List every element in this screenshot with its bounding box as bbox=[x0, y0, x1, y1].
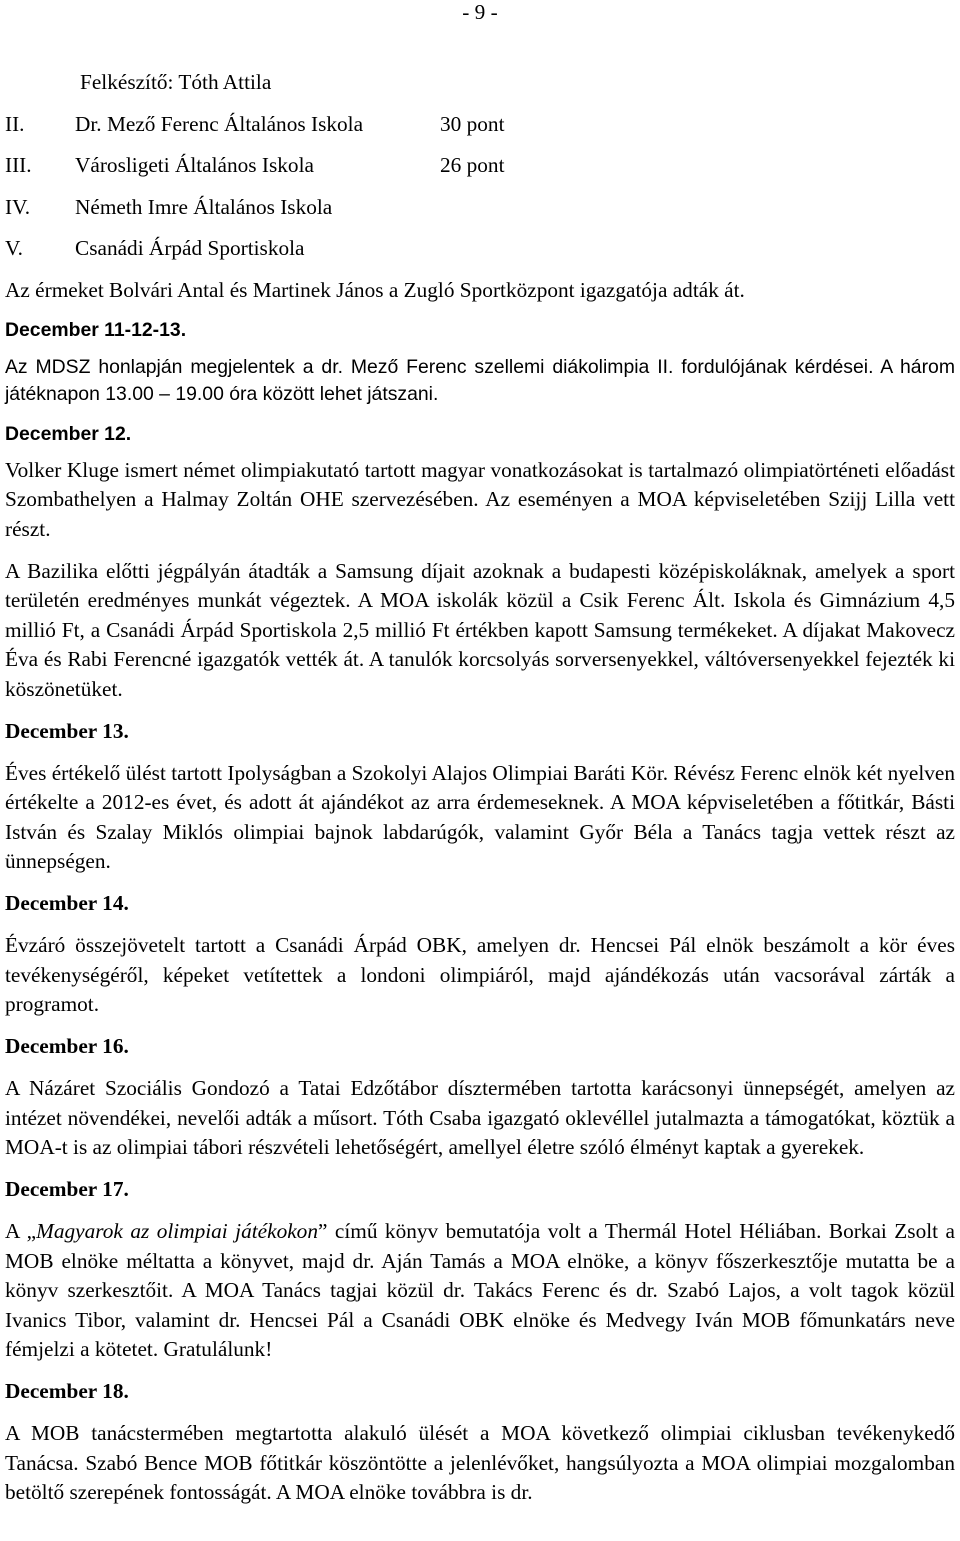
result-school: Városligeti Általános Iskola bbox=[75, 153, 314, 177]
mdsz-section bbox=[5, 317, 955, 448]
result-row bbox=[5, 234, 955, 276]
page-number: - 9 - bbox=[462, 0, 498, 24]
medals-paragraph: Az érmeket Bolvári Antal és Martinek János a Zugló Sportközpont igazgatója adták át. bbox=[5, 277, 745, 302]
dec-17-section bbox=[5, 1175, 955, 1365]
book-text-after: ” című könyv bemutatója volt a Thermál Hotel Héliában. Borkai Zsolt a MOB elnöke méltatta a könyvet, majd dr. Aján Tamás a MOA elnöke, a könyv főszerkesztője mutatta be a könyv szerkesztőit. A MOA Tanács tagjai közül dr. Takács Ferenc és dr. Szabó Lajos, a volt tagok közül Ivanics Tibor, valamint dr. Hencsei Pál a Csanádi OBK elnöke és Medvegy Iván MOB főmunkatárs neve fémjelzi a kötetet. Gratulálunk! bbox=[5, 1219, 955, 1361]
mdsz-paragraph: Az MDSZ honlapján megjelentek a dr. Mező Ferenc szellemi diákolimpia II. fordulójának kérdései. A három játéknapon 13.00 – 19.00 óra között lehet játszani. bbox=[5, 356, 955, 405]
result-school: Németh Imre Általános Iskola bbox=[75, 194, 333, 219]
dec-16-section bbox=[5, 1032, 955, 1163]
result-school: Dr. Mező Ferenc Általános Iskola bbox=[75, 111, 364, 136]
result-rank: II. bbox=[5, 111, 25, 136]
section-heading-dec-17: December 17. bbox=[5, 1177, 129, 1201]
section-heading-dec-16: December 16. bbox=[5, 1034, 129, 1058]
csanadi-paragraph: Évzáró összejövetelt tartott a Csanádi Árpád OBK, amelyen dr. Hencsei Pál elnök beszámolt a kör éves tevékenységéről, képeket vetítettek a londoni olimpiáról, majd ajándékozás után vacsorával zárták a programot. bbox=[5, 933, 955, 1016]
results-block bbox=[5, 68, 955, 305]
book-text-before: A „ bbox=[5, 1219, 37, 1243]
dec-18-section bbox=[5, 1377, 955, 1508]
book-title: Magyarok az olimpiai játékokon bbox=[36, 1219, 318, 1243]
result-row bbox=[5, 151, 955, 193]
result-points: 26 pont bbox=[440, 153, 505, 177]
dec-14-section bbox=[5, 889, 955, 1020]
book-launch-paragraph bbox=[5, 1217, 955, 1365]
section-heading-dec-14: December 14. bbox=[5, 891, 129, 915]
section-heading-dec-12: December 12. bbox=[5, 422, 132, 445]
result-rank: V. bbox=[5, 236, 23, 260]
kluge-paragraph: Volker Kluge ismert német olimpiakutató tartott magyar vonatkozásokat is tartalmazó olimpiatörténeti előadást Szombathelyen a Halmay Zoltán OHE szervezésében. Az eseményen a MOA képviseletében Szijj Lilla vett részt. bbox=[5, 457, 955, 541]
samsung-paragraph: A Bazilika előtti jégpályán átadták a Samsung díjait azoknak a budapesti középiskoláknak, amelyek a sport területén eredményes munkát végeztek. A MOA iskolák közül a Csik Ferenc Ált. Iskola és Gimnázium 4,5 millió Ft, a Csanádi Árpád Sportiskola 2,5 millió Ft értékben kapott Samsung termékeket. A díjakat Makovecz Éva és Rabi Ferencné igazgatók vették át. A tanulók korcsolyás sorversenyekkel, váltóversenyekkel fejezték ki köszönetüket. bbox=[5, 558, 955, 701]
section-heading-dec-18: December 18. bbox=[5, 1379, 129, 1403]
ipolysag-paragraph: Éves értékelő ülést tartott Ipolyságban a Szokolyi Alajos Olimpiai Baráti Kör. Révész Ferenc elnök két nyelven értékelte a 2012-es évet, és adott át ajándékot az arra érdemeseknek. A MOA képviseletében a főtitkár, Básti István és Szalay Miklós olimpiai bajnok labdarúgók, valamint Győr Béla a Tanács tagja vettek részt az ünnepségen. bbox=[5, 760, 955, 873]
page-content bbox=[5, 68, 955, 1520]
dec-13-section bbox=[5, 717, 955, 877]
council-paragraph: A MOB tanácstermében megtartotta alakuló ülését a MOA következő olimpiai ciklusban tevékenykedő Tanácsa. Szabó Bence MOB főtitkár köszöntötte a jelenlévőket, hangsúlyozta a MOA olimpiai mozgalomban betöltő szerepének fontosságát. A MOA elnöke továbbra is dr. bbox=[5, 1421, 955, 1504]
result-rank: III. bbox=[5, 153, 32, 177]
result-rank: IV. bbox=[5, 194, 31, 219]
nazaret-paragraph: A Názáret Szociális Gondozó a Tatai Edzőtábor dísztermében tartotta karácsonyi ünnepségét, amelyen az intézet növendékei, nevelői adták a műsort. Tóth Csaba igazgató oklevéllel jutalmazta a támogatókat, köztük a MOA-t is az olimpiai tábori részvételi lehetőségért, amellyel életre szóló élményt kaptak a gyerekek. bbox=[5, 1076, 955, 1159]
section-heading-dec-13: December 13. bbox=[5, 718, 129, 743]
coach-line: Felkészítő: Tóth Attila bbox=[80, 70, 272, 94]
section-heading-dec-11-13: December 11-12-13. bbox=[5, 319, 187, 341]
result-row bbox=[5, 193, 955, 235]
dec-12-section bbox=[5, 456, 955, 705]
result-school: Csanádi Árpád Sportiskola bbox=[75, 236, 305, 260]
result-points: 30 pont bbox=[440, 111, 505, 136]
result-row bbox=[5, 110, 955, 152]
